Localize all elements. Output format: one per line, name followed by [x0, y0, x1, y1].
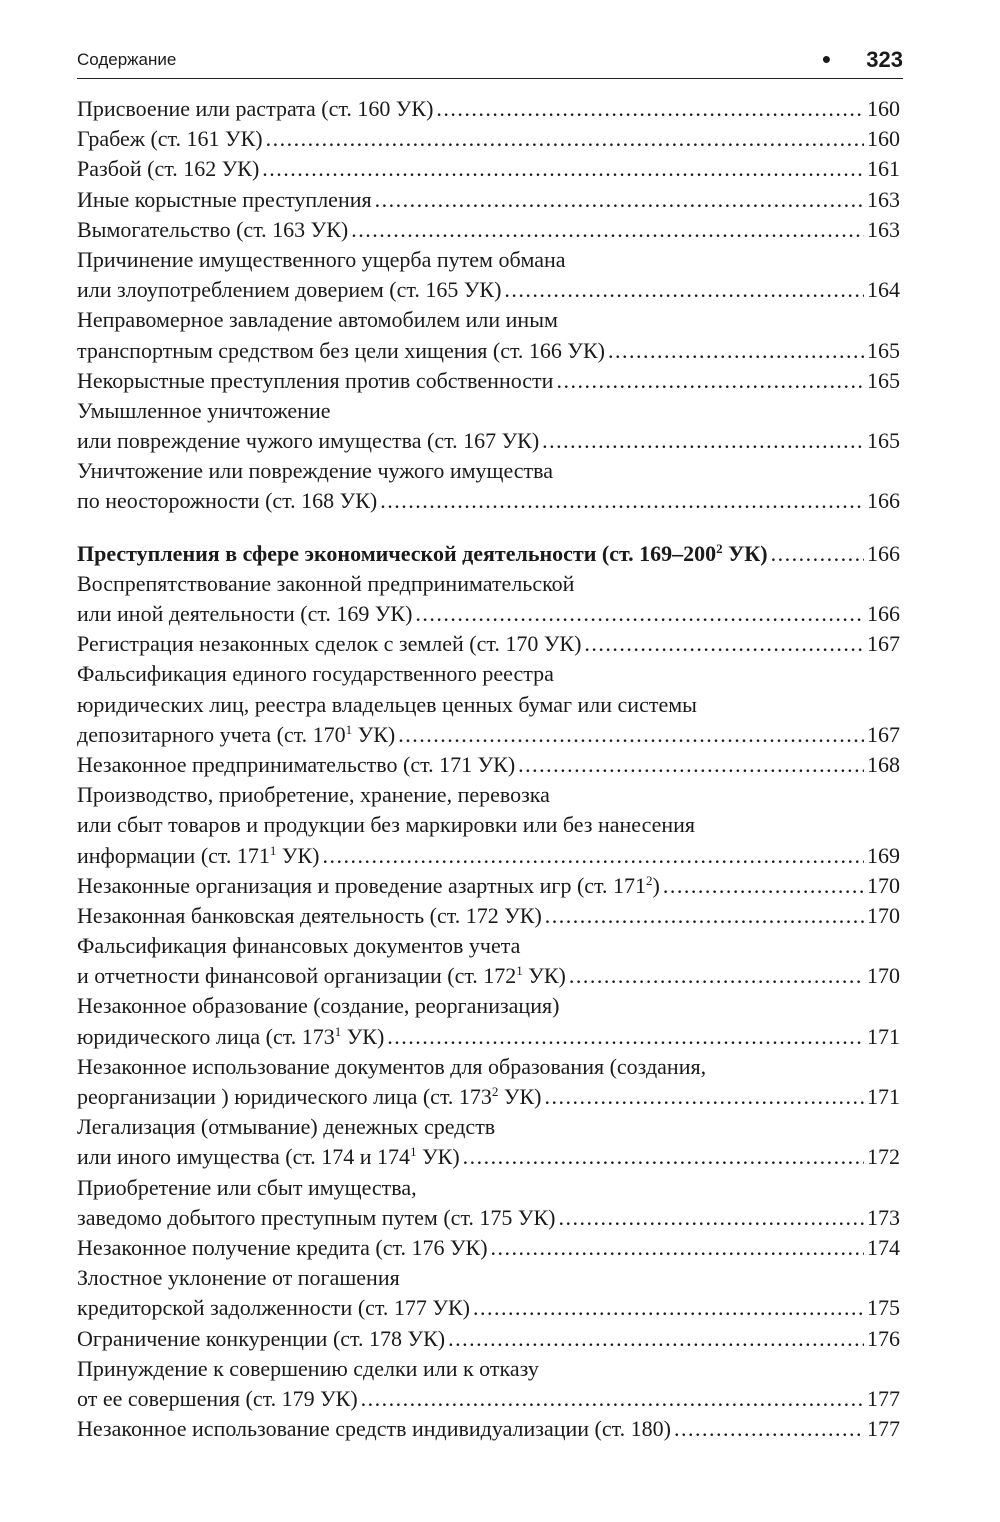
toc-entry-line	[77, 1054, 900, 1084]
toc-entry-title: юридического лица (ст. $173^1$ УК)	[77, 1023, 385, 1049]
toc-entry-title: Разбой (ст. 162 УК)	[77, 156, 260, 182]
dot-leader	[266, 126, 864, 152]
dot-leader	[448, 1326, 864, 1352]
dot-leader	[387, 1024, 864, 1050]
toc-entry-line	[77, 1265, 900, 1295]
dot-leader	[262, 156, 864, 182]
toc-page-number: 171	[867, 1023, 900, 1049]
toc-entry-line	[77, 1326, 900, 1356]
toc-page-number: 175	[867, 1295, 900, 1321]
toc-entry-title: заведомо добытого преступным путем (ст. 175 УК)	[77, 1204, 556, 1230]
toc-entry-title: транспортным средством без цели хищения (ст. 166 УК)	[77, 337, 605, 363]
toc-entry-title: Незаконное использование средств индивидуализации (ст. 180)	[77, 1416, 671, 1442]
toc-entry-line	[77, 601, 900, 631]
toc-entry-line	[77, 1386, 900, 1416]
toc-entry-line	[77, 126, 900, 156]
dot-leader	[558, 1205, 864, 1231]
toc-entry-title: Злостное уклонение от погашения	[77, 1265, 400, 1291]
toc-entry-title: или иной деятельности (ст. 169 УК)	[77, 601, 413, 626]
toc-page-number: 173	[867, 1204, 900, 1230]
toc-entry-line	[77, 843, 900, 873]
toc-entry-title: Легализация (отмывание) денежных средств	[77, 1114, 496, 1140]
toc-page-number: 161	[867, 156, 900, 182]
toc-entry-line	[77, 1024, 900, 1054]
toc-entry-title: Приобретение или сбыт имущества,	[77, 1174, 417, 1200]
toc-entry-line	[77, 631, 900, 661]
toc-entry-line	[77, 1205, 900, 1235]
toc-section-heading	[77, 541, 900, 571]
toc-entry-line	[77, 1175, 900, 1205]
toc-entry-title: кредиторской задолженности (ст. 177 УК)	[77, 1295, 470, 1321]
toc-page-number: 166	[867, 540, 900, 566]
running-header	[77, 44, 903, 79]
toc-page-number: 170	[867, 963, 900, 989]
toc-entry-title: Принуждение к совершению сделки или к отказу	[77, 1355, 539, 1381]
section-spacer	[77, 519, 900, 541]
toc-entry-line	[77, 963, 900, 993]
dot-leader	[473, 1295, 864, 1321]
toc-entry-line	[77, 1144, 900, 1174]
toc-entry-line	[77, 217, 900, 247]
toc-page-number: 169	[867, 842, 900, 868]
dot-leader	[584, 631, 864, 657]
table-of-contents	[77, 96, 900, 1446]
toc-entry-title: Уничтожение или повреждение чужого имущества	[77, 458, 554, 484]
toc-entry-line	[77, 338, 900, 368]
toc-entry-title: и отчетности финансовой организации (ст. $172^1$ УК)	[77, 963, 566, 989]
dot-leader	[518, 752, 864, 778]
toc-entry-title: Ограничение конкуренции (ст. 178 УК)	[77, 1325, 446, 1351]
toc-entry-line	[77, 458, 900, 488]
toc-entry-title: Незаконная банковская деятельность (ст. 172 УК)	[77, 902, 542, 928]
toc-entry-line	[77, 571, 900, 601]
toc-entry-line	[77, 1114, 900, 1144]
dot-leader	[542, 428, 864, 454]
toc-page-number: 166	[867, 488, 900, 514]
toc-entry-title: Причинение имущественного ущерба путем обмана	[77, 246, 566, 272]
toc-entry-title: Преступления в сфере экономической деятельности (ст. $169-200^2$ УК)	[77, 540, 768, 566]
toc-page-number: 164	[867, 277, 900, 303]
toc-entry-title: Регистрация незаконных сделок с землей (ст. 170 УК)	[77, 631, 582, 657]
toc-entry-title: от ее совершения (ст. 179 УК)	[77, 1385, 358, 1411]
dot-leader	[491, 1235, 864, 1261]
dot-leader	[351, 217, 864, 243]
dot-leader	[545, 903, 864, 929]
toc-page-number: 174	[867, 1234, 900, 1260]
dot-leader	[398, 722, 864, 748]
toc-entry-line	[77, 398, 900, 428]
section-title: Содержание	[77, 50, 177, 69]
toc-entry-title: Неправомерное завладение автомобилем или иным	[77, 307, 558, 333]
toc-entry-title: Фальсификация финансовых документов учета	[77, 933, 521, 959]
toc-entry-line	[77, 488, 900, 518]
toc-page-number: 172	[867, 1144, 900, 1170]
toc-entry-line	[77, 277, 900, 307]
toc-entry-line	[77, 661, 900, 691]
dot-leader	[375, 187, 864, 213]
toc-entry-title: Некорыстные преступления против собственности	[77, 367, 554, 393]
toc-entry-title: Присвоение или растрата (ст. 160 УК)	[77, 96, 434, 121]
toc-entry-line	[77, 1295, 900, 1325]
toc-page-number: 160	[867, 96, 900, 121]
toc-entry-title: Умышленное уничтожение	[77, 397, 331, 423]
dot-leader	[436, 96, 864, 122]
toc-entry-line	[77, 903, 900, 933]
toc-entry-title: по неосторожности (ст. 168 УК)	[77, 488, 378, 514]
toc-entry-title: или сбыт товаров и продукции без маркировки или без нанесения	[77, 812, 696, 838]
toc-page-number: 167	[867, 721, 900, 747]
toc-entry-line	[77, 1416, 900, 1446]
toc-page-number: 166	[867, 601, 900, 626]
toc-entry-line	[77, 156, 900, 186]
toc-entry-line	[77, 1235, 900, 1265]
toc-entry-line	[77, 428, 900, 458]
toc-page-number: 176	[867, 1325, 900, 1351]
toc-entry-title: депозитарного учета (ст. $170^1$ УК)	[77, 721, 396, 747]
dot-leader	[771, 541, 864, 567]
toc-entry-line	[77, 692, 900, 722]
toc-entry-title: Вымогательство (ст. 163 УК)	[77, 216, 349, 242]
dot-leader	[415, 601, 864, 627]
toc-entry-line	[77, 752, 900, 782]
toc-page-number: 160	[867, 126, 900, 152]
toc-page-number: 170	[867, 872, 900, 898]
dot-leader	[504, 277, 864, 303]
dot-leader	[569, 963, 864, 989]
toc-page-number: 165	[867, 428, 900, 454]
bullet-icon: •	[821, 44, 831, 74]
dot-leader	[361, 1386, 864, 1412]
dot-leader	[556, 368, 864, 394]
toc-page-number: 163	[867, 186, 900, 212]
dot-leader	[608, 338, 864, 364]
toc-entry-line	[77, 722, 900, 752]
toc-entry-line	[77, 1084, 900, 1114]
dot-leader	[380, 488, 864, 514]
toc-entry-title: юридических лиц, реестра владельцев ценных бумаг или системы	[77, 691, 697, 717]
toc-entry-line	[77, 368, 900, 398]
toc-page-number: 170	[867, 902, 900, 928]
toc-page-number: 165	[867, 367, 900, 393]
toc-entry-title: или повреждение чужого имущества (ст. 167 УК)	[77, 428, 540, 454]
toc-entry-line	[77, 933, 900, 963]
toc-entry-title: Незаконное использование документов для образования (создания,	[77, 1053, 707, 1079]
toc-entry-line	[77, 307, 900, 337]
toc-page-number: 167	[867, 631, 900, 657]
toc-entry-line	[77, 1356, 900, 1386]
toc-entry-line	[77, 873, 900, 903]
dot-leader	[544, 1084, 864, 1110]
toc-entry-title: реорганизации ) юридического лица (ст. $173^2$ УК)	[77, 1084, 542, 1109]
toc-entry-line	[77, 96, 900, 126]
dot-leader	[663, 873, 864, 899]
toc-entry-title: Фальсификация единого государственного реестра	[77, 661, 554, 687]
toc-page-number: 177	[867, 1416, 900, 1442]
toc-page-number: 177	[867, 1385, 900, 1411]
toc-entry-title: Незаконные организация и проведение азартных игр (ст. $171^2$)	[77, 872, 660, 898]
page-number: 323	[866, 47, 903, 72]
toc-entry-title: Незаконное предпринимательство (ст. 171 УК)	[77, 751, 516, 777]
toc-entry-title: Грабеж (ст. 161 УК)	[77, 126, 263, 152]
dot-leader	[322, 843, 864, 869]
toc-page-number: 163	[867, 216, 900, 242]
toc-entry-line	[77, 782, 900, 812]
toc-page-number: 168	[867, 751, 900, 777]
toc-entry-title: Иные корыстные преступления	[77, 186, 372, 212]
dot-leader	[674, 1416, 864, 1442]
toc-entry-title: Незаконное образование (создание, реорганизация)	[77, 993, 560, 1019]
toc-entry-line	[77, 187, 900, 217]
toc-entry-line	[77, 993, 900, 1023]
toc-entry-title: Производство, приобретение, хранение, перевозка	[77, 782, 550, 808]
toc-page-number: 165	[867, 337, 900, 363]
toc-entry-title: Воспрепятствование законной предпринимательской	[77, 570, 575, 596]
toc-entry-title: информации (ст. $171^1$ УК)	[77, 842, 320, 868]
toc-entry-line	[77, 812, 900, 842]
toc-entry-line	[77, 247, 900, 277]
toc-entry-title: или злоупотреблением доверием (ст. 165 УК)	[77, 277, 502, 303]
dot-leader	[463, 1144, 864, 1170]
toc-page-number: 171	[867, 1084, 900, 1109]
toc-entry-title: Незаконное получение кредита (ст. 176 УК)	[77, 1234, 488, 1260]
toc-entry-title: или иного имущества (ст. 174 и $174^1$ УК)	[77, 1144, 460, 1170]
